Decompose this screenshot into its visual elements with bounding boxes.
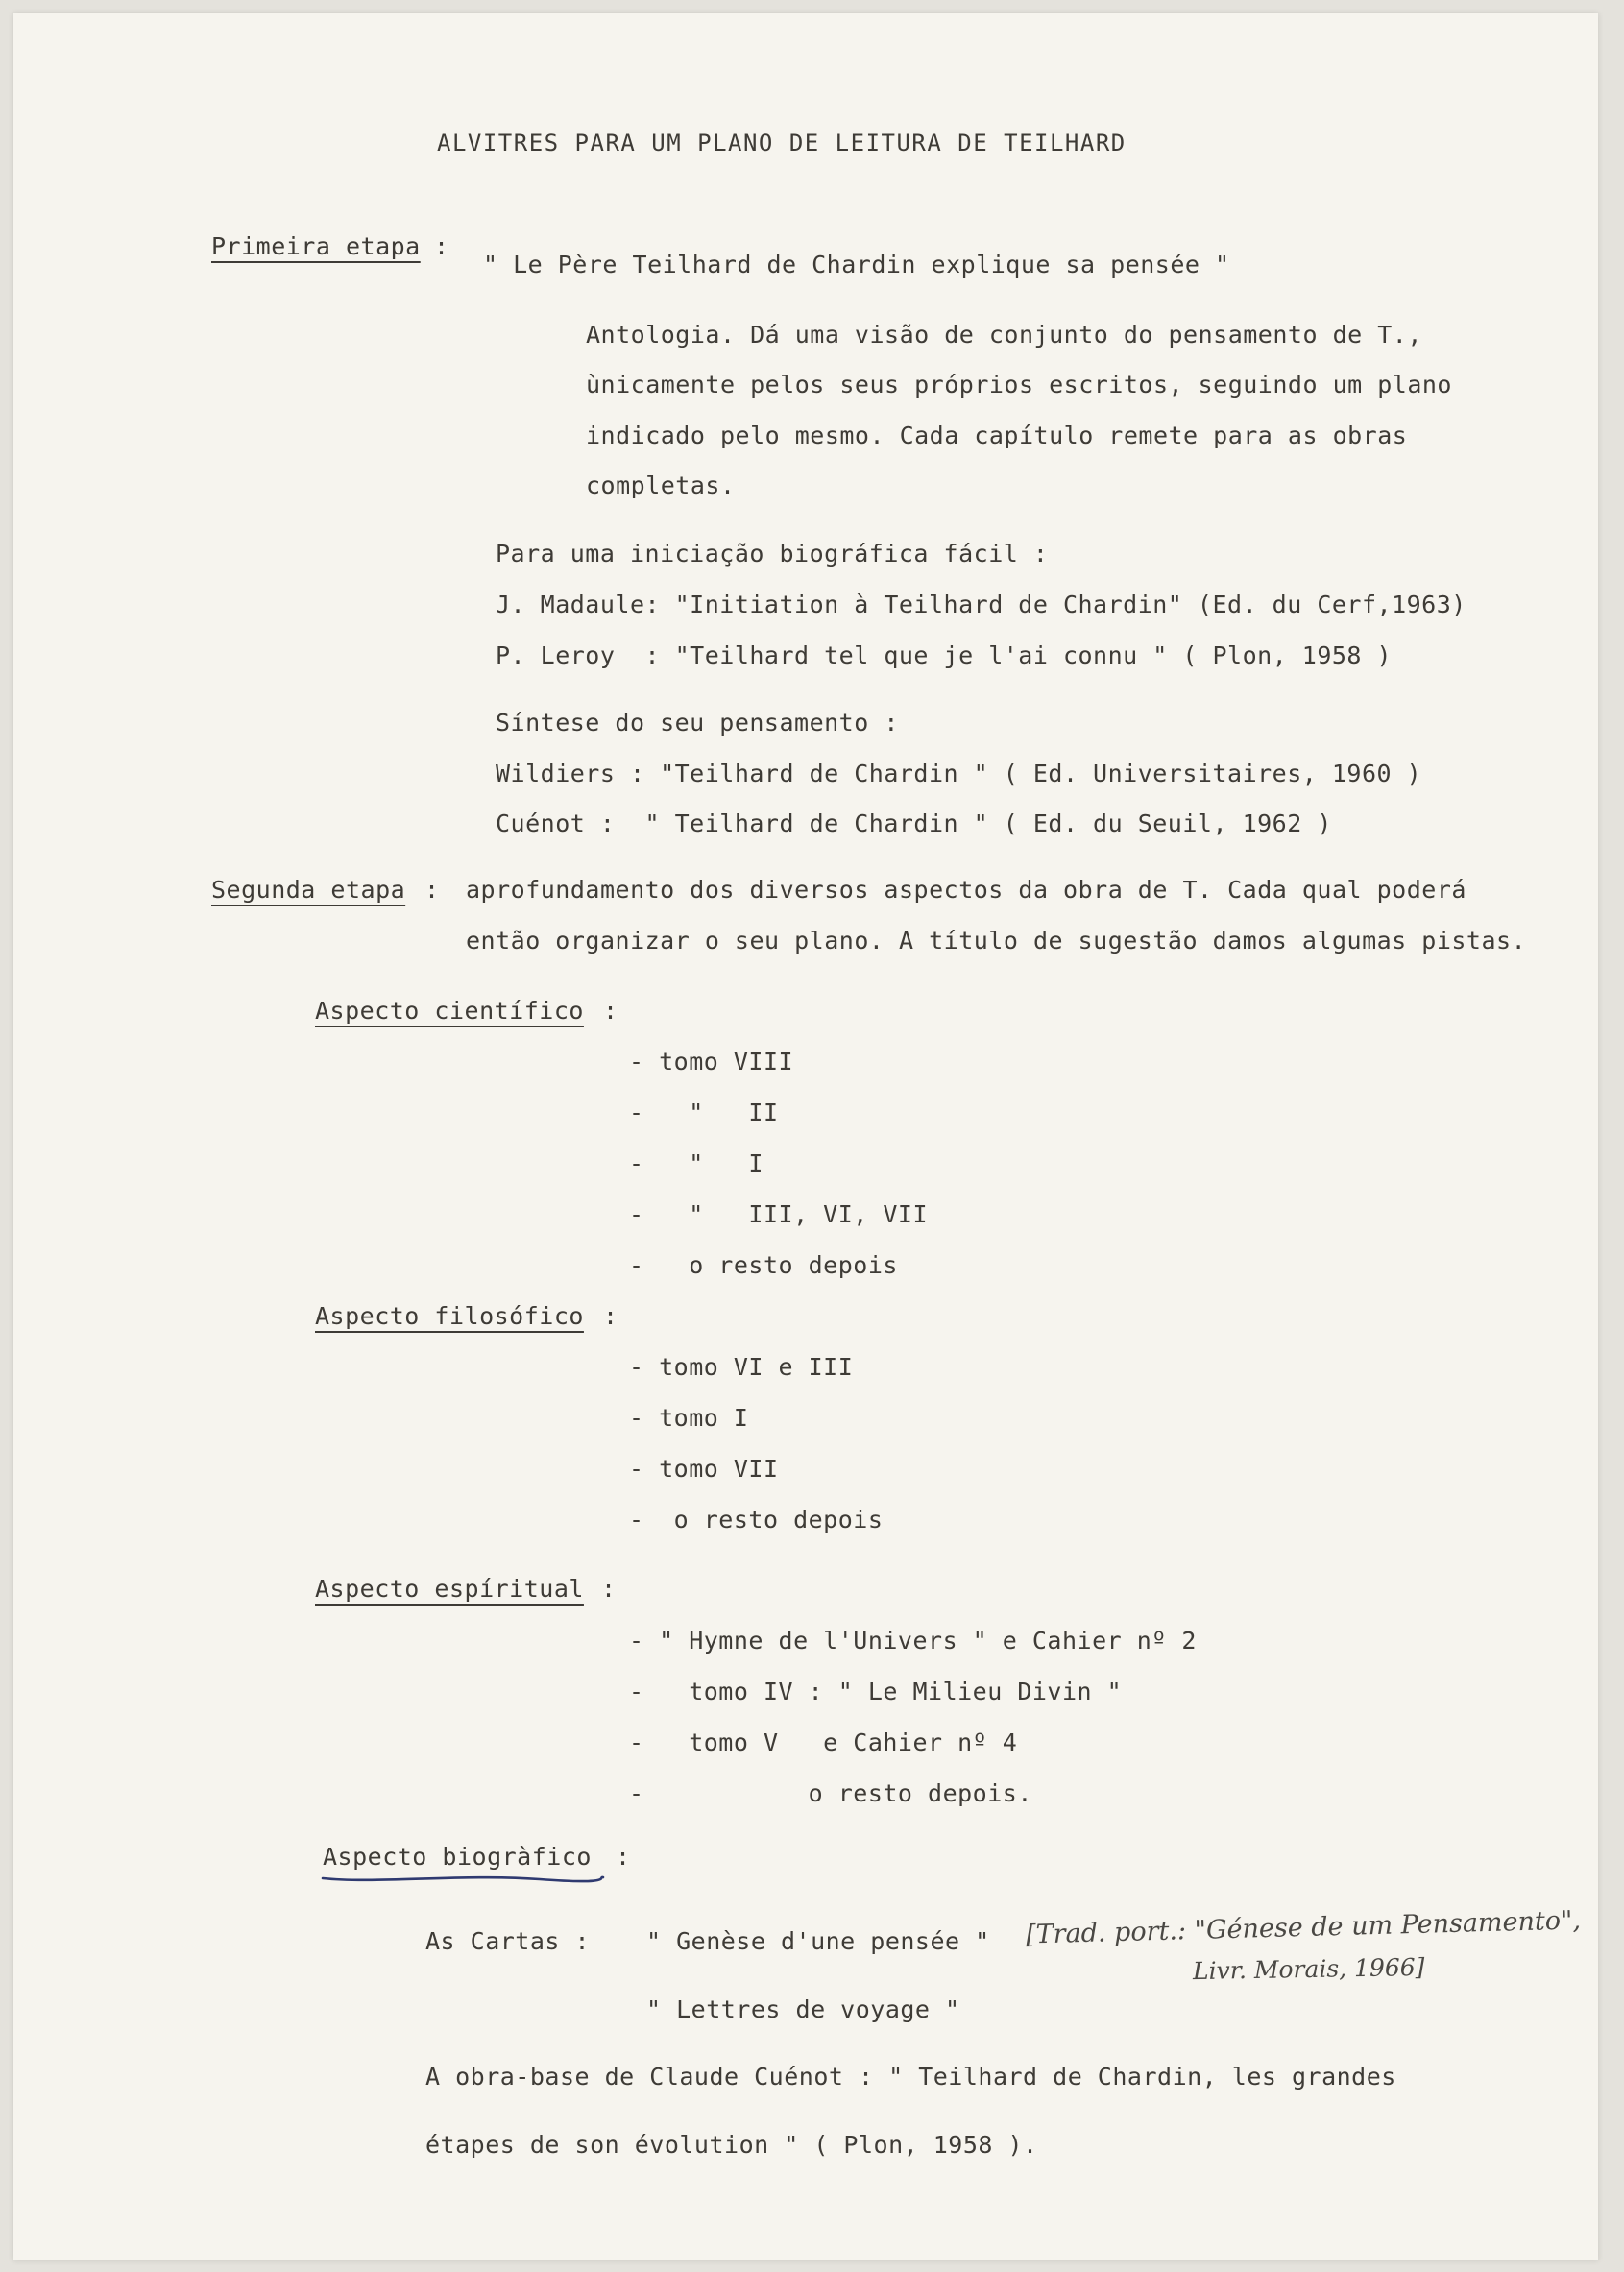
primeira-etapa-book: " Le Père Teilhard de Chardin explique sa pensée " (483, 251, 1230, 278)
list-item: - " I (629, 1149, 764, 1177)
segunda-etapa-text: então organizar o seu plano. A título de sugestão damos algumas pistas. (466, 927, 1527, 955)
list-item: - tomo I (629, 1404, 749, 1432)
bio-reference: P. Leroy : "Teilhard tel que je l'ai connu " ( Plon, 1958 ) (496, 641, 1393, 669)
primeira-etapa-label: Primeira etapa (211, 232, 421, 260)
list-item: - " II (629, 1099, 779, 1126)
aspecto-cientifico-colon: : (603, 997, 618, 1025)
antologia-line: completas. (586, 471, 736, 499)
cartas-title: " Genèse d'une pensée " (646, 1927, 990, 1955)
synth-reference: Wildiers : "Teilhard de Chardin " ( Ed. Universitaires, 1960 ) (496, 760, 1422, 787)
antologia-line: Antologia. Dá uma visão de conjunto do pensamento de T., (586, 321, 1422, 349)
aspecto-espiritual-colon: : (601, 1575, 617, 1603)
synth-heading: Síntese do seu pensamento : (496, 709, 899, 737)
bio-heading: Para uma iniciação biográfica fácil : (496, 540, 1049, 568)
obra-base-line: étapes de son évolution " ( Plon, 1958 ). (425, 2131, 1038, 2159)
segunda-etapa-label: Segunda etapa (211, 876, 406, 904)
aspecto-cientifico-label: Aspecto científico (315, 997, 584, 1025)
antologia-line: ùnicamente pelos seus próprios escritos, seguindo um plano (586, 371, 1452, 399)
synth-reference: Cuénot : " Teilhard de Chardin " ( Ed. du Seuil, 1962 ) (496, 810, 1332, 837)
handwritten-note: [Trad. port.: "Génese de um Pensamento", (1025, 1905, 1582, 1950)
cartas-title: " Lettres de voyage " (646, 1995, 960, 2023)
aspecto-filosofico-label: Aspecto filosófico (315, 1302, 584, 1330)
aspecto-espiritual-label: Aspecto espíritual (315, 1575, 584, 1603)
document-title: ALVITRES PARA UM PLANO DE LEITURA DE TEILHARD (437, 130, 1127, 157)
list-item: - tomo IV : " Le Milieu Divin " (629, 1678, 1123, 1705)
list-item: - o resto depois (629, 1251, 898, 1279)
handwritten-note: Livr. Morais, 1966] (1192, 1952, 1425, 1986)
list-item: - tomo VII (629, 1455, 779, 1483)
list-item: - " III, VI, VII (629, 1200, 929, 1228)
primeira-etapa-colon: : (434, 232, 449, 260)
list-item: - tomo V e Cahier nº 4 (629, 1728, 1018, 1756)
list-item: - tomo VIII (629, 1048, 794, 1076)
cartas-label: As Cartas : (425, 1927, 591, 1955)
list-item: - o resto depois. (629, 1779, 1032, 1807)
bio-reference: J. Madaule: "Initiation à Teilhard de Chardin" (Ed. du Cerf,1963) (496, 591, 1466, 618)
list-item: - tomo VI e III (629, 1353, 854, 1381)
aspecto-filosofico-colon: : (603, 1302, 618, 1330)
obra-base-line: A obra-base de Claude Cuénot : " Teilhard de Chardin, les grandes (425, 2063, 1396, 2091)
list-item: - " Hymne de l'Univers " e Cahier nº 2 (629, 1627, 1197, 1655)
document-page (13, 13, 1598, 2260)
aspecto-biografico-colon: : (616, 1843, 631, 1871)
handdrawn-underline (319, 1869, 607, 1890)
aspecto-biografico-label: Aspecto biogràfico (323, 1843, 592, 1871)
segunda-etapa-text: aprofundamento dos diversos aspectos da obra de T. Cada qual poderá (466, 876, 1466, 904)
segunda-etapa-colon: : (424, 876, 440, 904)
antologia-line: indicado pelo mesmo. Cada capítulo remete para as obras (586, 422, 1408, 449)
list-item: - o resto depois (629, 1506, 884, 1534)
